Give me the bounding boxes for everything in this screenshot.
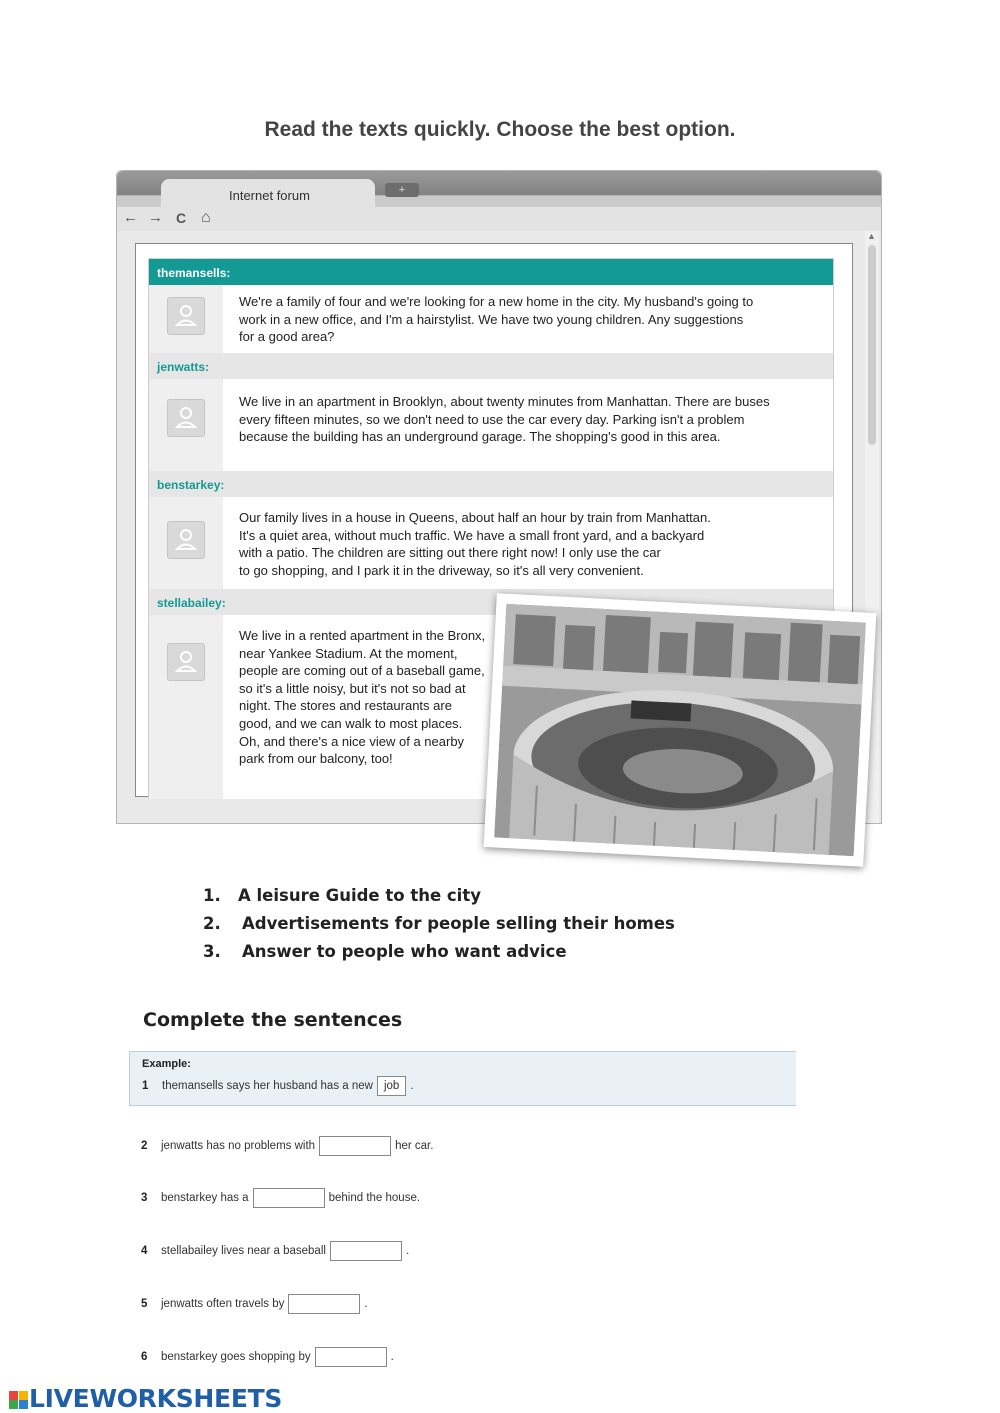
sentence-row: 4 stellabailey lives near a baseball .	[141, 1241, 409, 1261]
username[interactable]: jenwatts:	[157, 360, 210, 374]
post-text: We live in an apartment in Brooklyn, about twenty minutes from Manhattan. There are buses every fifteen minutes, so we don't need to use the car every day. Parking isn't a problem because the building has an underground garage. The shopping's good in this area.	[239, 394, 770, 445]
post-body	[149, 379, 833, 471]
answer-input[interactable]	[288, 1294, 360, 1314]
sentence-row: 5 jenwatts often travels by .	[141, 1294, 368, 1314]
example-answer-box: job	[377, 1076, 406, 1096]
home-icon[interactable]: ⌂	[201, 209, 211, 226]
post-text: We're a family of four and we're looking for a new home in the city. My husband's going to work in a new office, and I'm a hairstylist. We have two young children. Any suggestions for a good area?	[239, 294, 754, 345]
complete-heading: Complete the sentences	[143, 1009, 403, 1031]
post-body	[149, 285, 833, 353]
tab-title: Internet forum	[229, 188, 310, 203]
example-sentence: 1 themansells says her husband has a new job .	[142, 1076, 414, 1096]
example-box	[129, 1051, 796, 1106]
answer-input[interactable]	[315, 1347, 387, 1367]
user-avatar-icon	[167, 399, 205, 437]
sentence-row: 3 benstarkey has a behind the house.	[141, 1188, 420, 1208]
username[interactable]: stellabailey:	[157, 596, 226, 610]
scroll-up-icon[interactable]: ▲	[867, 231, 876, 241]
user-avatar-icon	[167, 521, 205, 559]
answer-input[interactable]	[319, 1136, 391, 1156]
forward-arrow-icon[interactable]: →	[148, 209, 163, 226]
browser-chrome	[117, 171, 881, 231]
logo-blocks-icon	[9, 1391, 29, 1409]
post-body	[149, 497, 833, 589]
post-username-header	[149, 353, 833, 379]
liveworksheets-logo: LIVEWORKSHEETS	[9, 1384, 282, 1413]
post-text: We live in a rented apartment in the Bronx, near Yankee Stadium. At the moment, people are coming out of a baseball game, so it's a little noisy, but it's not so bad at night. The stores and restaurants are good, and we can walk to most places. Oh, and there's a nice view of a nearby park from our balcony, too!	[239, 628, 486, 767]
username[interactable]: themansells:	[157, 266, 231, 280]
browser-tab[interactable]	[161, 179, 375, 209]
answer-input[interactable]	[253, 1188, 325, 1208]
post-username-header	[149, 471, 833, 497]
reload-icon[interactable]: C	[176, 210, 187, 226]
new-tab-button[interactable]: +	[385, 183, 419, 197]
post-username-header	[149, 259, 833, 285]
user-avatar-icon	[167, 297, 205, 335]
nav-bar	[117, 207, 881, 231]
username[interactable]: benstarkey:	[157, 478, 225, 492]
scroll-thumb[interactable]	[868, 245, 876, 445]
post-text: Our family lives in a house in Queens, about half an hour by train from Manhattan. It's a quiet area, without much traffic. We have a small front yard, and a backyard with a patio. The children are sitting out there right now! I only use the car to go shopping, and I park it in the driveway, so it's all very convenient.	[239, 510, 711, 578]
yankee-stadium-photo	[484, 593, 877, 867]
sentence-row: 2 jenwatts has no problems with her car.	[141, 1136, 433, 1156]
answer-input[interactable]	[330, 1241, 402, 1261]
example-label: Example:	[142, 1058, 191, 1070]
back-arrow-icon[interactable]: ←	[123, 209, 138, 226]
sentence-row: 6 benstarkey goes shopping by .	[141, 1347, 394, 1367]
instruction-title: Read the texts quickly. Choose the best option.	[264, 118, 736, 141]
user-avatar-icon	[167, 643, 205, 681]
